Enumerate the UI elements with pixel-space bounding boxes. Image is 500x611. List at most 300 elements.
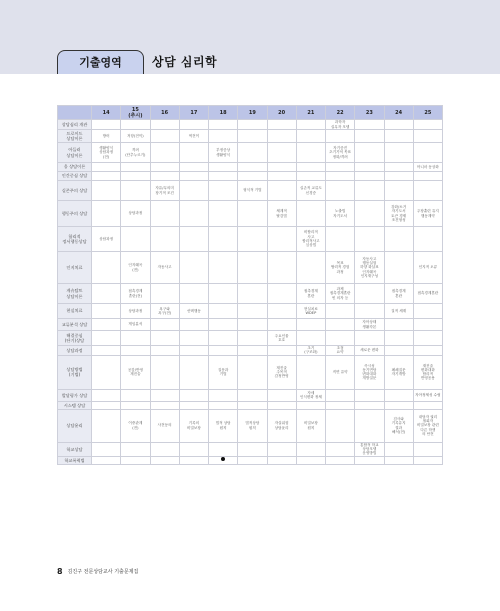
topic-cell: 아니마 동상화 [413,163,442,172]
topic-cell [209,401,238,409]
topic-cell [92,442,121,456]
topic-cell [267,227,296,252]
topic-cell [92,331,121,346]
topic-cell: 상담과정 [121,304,150,319]
topic-cell [326,401,355,409]
topic-cell [384,389,413,401]
topic-cell: 상담과정 [92,227,121,252]
topic-cell [121,120,150,130]
exam-topic-table [57,105,443,465]
topic-cell [326,227,355,252]
topic-cell [296,130,325,143]
topic-cell [296,331,325,346]
topic-cell: 새로운 변화 [355,346,384,356]
topic-label: 현실치료 [58,304,92,319]
topic-cell: 생활양식 상담과정 (전) [92,143,121,163]
topic-cell [238,456,267,464]
topic-cell: 역전이 [179,130,208,143]
page-number: 8 [57,567,63,576]
topic-cell [92,120,121,130]
topic-cell: 질문과 기법 [209,355,238,389]
topic-cell [384,181,413,201]
topic-cell [413,346,442,356]
table-row [58,252,443,284]
topic-cell [326,442,355,456]
topic-cell [179,120,208,130]
topic-cell [267,143,296,163]
topic-cell [179,172,208,181]
year-header: 18 [209,106,238,120]
topic-cell: 내담자 권리 철회자 비밀보장 관련 다른 학생 의 안전 [413,409,442,442]
topic-cell [121,331,150,346]
topic-label: 게슈탈트 상담이론 [58,284,92,304]
topic-cell: 강화/소거 자기도서 토큰 경제 조건형성 [384,201,413,227]
topic-cell [238,304,267,319]
topic-cell [209,201,238,227]
topic-cell [267,442,296,456]
topic-cell [267,319,296,331]
year-header: 25 [413,106,442,120]
topic-cell [355,409,384,442]
topic-cell [209,227,238,252]
topic-label: 시스템 상담 [58,401,92,409]
table-row [58,284,443,304]
topic-cell [384,163,413,172]
topic-cell: 접촉경계 혼란 [296,284,325,304]
topic-cell: 기록의 비밀보장 [179,409,208,442]
topic-cell [326,181,355,201]
topic-cell [121,163,150,172]
topic-cell [238,284,267,304]
topic-cell [355,331,384,346]
topic-label: 상담윤리 [58,409,92,442]
table-row [58,163,443,172]
topic-cell [209,252,238,284]
topic-cell [413,401,442,409]
topic-cell [179,284,208,304]
footer [57,567,138,576]
topic-cell: 질적 세계 [384,304,413,319]
topic-cell [121,181,150,201]
topic-cell [355,284,384,304]
year-header: 19 [238,106,267,120]
year-header: 16 [150,106,179,120]
topic-cell [92,172,121,181]
topic-label: 인지치료 [58,252,92,284]
topic-cell [326,163,355,172]
topic-cell [92,355,121,389]
topic-cell: 자동사고 행동실험 하향 화살표 인지왜곡 인지재구성 [355,252,384,284]
topic-cell [179,181,208,201]
section-title: 상담 심리학 [152,55,218,69]
topic-cell [209,130,238,143]
topic-cell [209,120,238,130]
topic-cell [413,319,442,331]
topic-cell [355,201,384,227]
topic-cell: 비밀보장 원칙 [296,409,325,442]
table-row [58,143,443,163]
topic-cell [355,163,384,172]
topic-cell [384,346,413,356]
table-row [58,172,443,181]
table-row [58,331,443,346]
section-tab: 기출영역 [57,50,144,74]
topic-cell [355,130,384,143]
topic-cell: 욕구와 욕구(전) [150,304,179,319]
topic-cell [179,319,208,331]
table-row [58,304,443,319]
topic-cell [355,172,384,181]
topic-cell [179,355,208,389]
year-header: 17 [179,106,208,120]
topic-cell: 주요인물 호호 [267,331,296,346]
topic-cell [150,143,179,163]
topic-cell [121,456,150,464]
topic-cell [179,389,208,401]
table-header-row [58,106,443,120]
topic-cell [121,346,150,356]
topic-cell: 검사와 기록유지 결과 해석(전) [384,409,413,442]
topic-cell [267,304,296,319]
topic-label: 실존주의 상담 [58,181,92,201]
topic-cell [296,120,325,130]
topic-cell [238,389,267,401]
topic-cell [384,252,413,284]
topic-cell [413,442,442,456]
topic-cell [179,143,208,163]
year-header: 14 [92,106,121,120]
topic-cell: 공감/반영 재진술 [121,355,150,389]
topic-cell: 과학자 실무자 모델 [326,120,355,130]
topic-cell: 자아정체성 수립 [413,389,442,401]
topic-cell: 통합적 학교 상담모델 운영방법 [355,442,384,456]
topic-cell [209,163,238,172]
topic-cell: 재진술 주목적 감정반영 [267,355,296,389]
year-header: 15 (추시) [121,106,150,120]
topic-cell: 인지적 오류 [413,252,442,284]
topic-cell [179,163,208,172]
topic-cell [384,172,413,181]
topic-cell [92,181,121,201]
topic-cell [238,201,267,227]
topic-cell [384,227,413,252]
topic-cell [413,227,442,252]
topic-cell [92,163,121,172]
topic-cell: 상담과정 [121,201,150,227]
topic-cell [238,163,267,172]
table-row [58,442,443,456]
topic-cell [267,163,296,172]
topic-cell [355,181,384,201]
topic-cell [267,284,296,304]
topic-cell [92,456,121,464]
topic-cell [121,227,150,252]
footer-book-title: 김진구 전문상담교사 기출문제집 [67,569,139,575]
topic-cell [296,456,325,464]
topic-label: 상담방법 (기법) [58,355,92,389]
topic-cell [355,389,384,401]
table-row [58,181,443,201]
topic-cell [355,456,384,464]
topic-cell [267,181,296,201]
topic-cell [296,172,325,181]
topic-cell: 자아상태 생활각본 [355,319,384,331]
topic-cell [413,331,442,346]
topic-cell [150,389,179,401]
year-header: 22 [326,106,355,120]
topic-cell [209,389,238,401]
topic-cell [209,442,238,456]
topic-cell [179,442,208,456]
topic-cell [179,331,208,346]
topic-cell: 선택행동 [179,304,208,319]
topic-label: 학교폭력법 [58,456,92,464]
topic-cell [150,120,179,130]
topic-cell: 실존적 교류도 신경증 [296,181,325,201]
topic-cell [296,319,325,331]
topic-cell [209,172,238,181]
topic-cell [355,401,384,409]
topic-cell [150,456,179,464]
topic-cell [150,346,179,356]
topic-cell [179,227,208,252]
topic-cell [413,120,442,130]
table-row [58,201,443,227]
topic-cell [238,120,267,130]
topic-cell [92,284,121,304]
topic-cell [413,456,442,464]
topic-cell [150,284,179,304]
topic-cell [413,143,442,163]
topic-cell [150,163,179,172]
topic-cell: 자살위험 상담윤리 [267,409,296,442]
table-row [58,389,443,401]
topic-cell: 비합리적 사고 합리적사고 심상법 [296,227,325,252]
topic-cell [296,252,325,284]
topic-cell [267,130,296,143]
topic-cell [238,319,267,331]
topic-cell [413,181,442,201]
topic-cell [238,143,267,163]
topic-cell [384,456,413,464]
topic-cell [413,130,442,143]
topic-cell [326,331,355,346]
topic-cell [238,331,267,346]
year-header: 24 [384,106,413,120]
table-row [58,346,443,356]
topic-cell [209,346,238,356]
topic-cell: 초점 요약 [326,346,355,356]
topic-cell [384,319,413,331]
topic-cell: 형식적 기법 [238,181,267,201]
topic-label: 합리적 정서행동상담 [58,227,92,252]
topic-cell: 과제 접촉경계혼란 빈 의자 등 [326,284,355,304]
topic-cell [121,389,150,401]
topic-cell [92,304,121,319]
topic-cell [326,456,355,464]
topic-cell [238,401,267,409]
topic-cell: 격려 (단추누르기) [121,143,150,163]
topic-cell: 자유/무의미 장기적 조건 [150,181,179,201]
topic-cell [92,346,121,356]
topic-label: 행동주의 상담 [58,201,92,227]
topic-cell [179,201,208,227]
topic-cell [326,304,355,319]
topic-cell: 체계적 탈감법 [267,201,296,227]
topic-cell [267,120,296,130]
table-row [58,355,443,389]
topic-cell [209,304,238,319]
topic-label: 해결중심 (단기)상담 [58,331,92,346]
topic-cell [326,172,355,181]
topic-label: 학교상담 [58,442,92,456]
topic-cell [92,201,121,227]
topic-cell [267,389,296,401]
topic-cell [238,442,267,456]
topic-cell [238,172,267,181]
topic-cell: 재진술 변화대화 합리적 반영응용 [413,355,442,389]
topic-cell: 인지왜곡 (전) [121,252,150,284]
topic-cell: 목표 협력적 경험 과정 [326,252,355,284]
topic-cell [179,401,208,409]
topic-cell [121,442,150,456]
topic-cell [355,120,384,130]
topic-label: 프로이드 상담이론 [58,130,92,143]
topic-cell [238,252,267,284]
topic-cell [267,252,296,284]
topic-label: 아들러 상담이론 [58,143,92,163]
topic-cell [267,401,296,409]
bullet-dot [221,457,225,461]
topic-cell [355,227,384,252]
topic-cell: 직면 유약 [326,355,355,389]
topic-cell: 접촉경계 혼란 [384,284,413,304]
topic-cell [355,304,384,319]
year-header: 21 [296,106,325,120]
topic-cell [150,172,179,181]
topic-cell [326,409,355,442]
topic-cell [150,331,179,346]
topic-cell: 현실치료 WDEP [296,304,325,319]
topic-cell: 주장훈련 유지 행동계약 [413,201,442,227]
topic-cell [413,304,442,319]
topic-cell [384,401,413,409]
table-corner-cell [58,106,92,120]
section-header [57,50,217,74]
topic-cell [209,319,238,331]
topic-cell [179,346,208,356]
topic-label: 발달평가 상담 [58,389,92,401]
topic-cell: 자세 인식변화 정체 [296,389,325,401]
topic-cell [238,227,267,252]
topic-cell: 방어 [92,130,121,143]
topic-cell [92,389,121,401]
topic-cell [238,130,267,143]
topic-cell [209,331,238,346]
topic-cell [150,319,179,331]
topic-cell [326,130,355,143]
topic-cell: 폐쇄질문 자기개방 [384,355,413,389]
topic-cell [296,355,325,389]
topic-cell [150,442,179,456]
topic-cell [384,442,413,456]
topic-cell: 노출법 자기도서 [326,201,355,227]
topic-cell [150,355,179,389]
topic-cell [355,143,384,163]
topic-cell [384,331,413,346]
topic-label: 융 상담이론 [58,163,92,172]
topic-label: 교류분석 상담 [58,319,92,331]
table-row [58,401,443,409]
exam-marker-cell [209,456,238,464]
table-row [58,456,443,464]
topic-cell [238,355,267,389]
topic-cell [296,201,325,227]
topic-cell [121,401,150,409]
topic-cell [296,143,325,163]
topic-cell [296,163,325,172]
topic-cell [384,120,413,130]
topic-cell [92,401,121,409]
table-row [58,319,443,331]
topic-cell [121,172,150,181]
topic-cell [150,401,179,409]
topic-cell: 이중관계 (전) [121,409,150,442]
topic-cell [267,456,296,464]
topic-cell: 저항(전이) [121,130,150,143]
topic-cell: 자동사고 [150,252,179,284]
table-row [58,227,443,252]
topic-label: 상담과정 [58,346,92,356]
topic-cell [209,181,238,201]
year-header: 23 [355,106,384,120]
topic-cell [92,409,121,442]
topic-cell [150,130,179,143]
topic-cell: 법적 상담 원칙 [209,409,238,442]
topic-cell [267,346,296,356]
topic-label: 상담심리 개관 [58,120,92,130]
topic-label: 인간중심 상담 [58,172,92,181]
topic-cell [296,442,325,456]
topic-cell: 즉시성 동기면담 변화대화 개방질문 [355,355,384,389]
topic-cell [179,456,208,464]
topic-cell [92,252,121,284]
year-header: 20 [267,106,296,120]
table-row [58,120,443,130]
topic-cell [150,227,179,252]
topic-cell: 법적상담 원칙 [238,409,267,442]
topic-cell: 초기 (구조화) [296,346,325,356]
topic-cell [326,389,355,401]
topic-cell [179,252,208,284]
table-row [58,130,443,143]
topic-cell: 자기증진 초기기억 목표 정화/격려 [326,143,355,163]
topic-cell: 접촉경계혼란 [413,284,442,304]
topic-cell [92,319,121,331]
topic-cell [238,346,267,356]
table-row [58,409,443,442]
topic-cell [209,284,238,304]
topic-cell [384,130,413,143]
topic-cell [326,319,355,331]
topic-cell [150,201,179,227]
topic-cell: 부정증상 생활양식 [209,143,238,163]
topic-cell [413,172,442,181]
topic-cell [384,143,413,163]
topic-cell [267,172,296,181]
topic-cell: 접촉경계 혼란(전) [121,284,150,304]
topic-cell: 사전동의 [150,409,179,442]
